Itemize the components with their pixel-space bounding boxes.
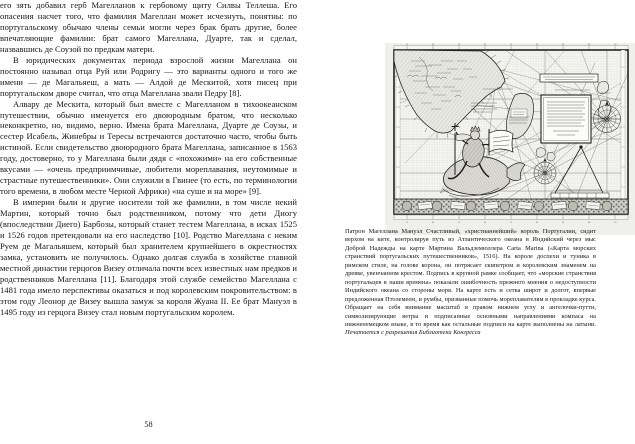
svg-text:40: 40 bbox=[432, 44, 434, 47]
svg-text:50: 50 bbox=[458, 44, 460, 47]
svg-text:110: 110 bbox=[613, 222, 617, 224]
svg-text:90: 90 bbox=[562, 44, 564, 47]
decorative-frieze bbox=[394, 199, 628, 214]
svg-text:80: 80 bbox=[536, 44, 538, 47]
putto-head-icon bbox=[534, 201, 544, 211]
svg-text:60: 60 bbox=[484, 222, 486, 224]
svg-text:100: 100 bbox=[587, 222, 591, 224]
page-number: 58 bbox=[144, 420, 153, 429]
body-paragraph: его зять добавил герб Магелланов к гербовому щиту Силвы Теллеша. Его опасения насчет того, что фамилия Магеллан может исчезнуть, понятны: по португальскому обычаю члены семьи могли через брак брать другие, более впечатляющие фамилии: брат самого Магеллана, Дуарте, так и сделал, назвавшись де Соузой по предкам матери. bbox=[0, 0, 297, 54]
svg-text:90: 90 bbox=[562, 222, 564, 224]
svg-text:40: 40 bbox=[432, 222, 434, 224]
caption-credit: Печатается с разрешения Библиотеки Конгресса bbox=[345, 329, 481, 337]
figure-column bbox=[345, 0, 617, 444]
body-paragraph: Алвару де Мескита, который был вместе с Магелланом в тихоокеанском путешествии, обычно именуется его двоюродным братом, что несколько неконкретно, но, видимо, верно. Имена брата Магеллана, Дуарте де Соузы, и сестер Исабель, Жинебры и Тересы встречаются достаточно часто, чтобы быть истиной. Если свидетельство двоюродного брата Магеллана, записанное в 1563 году, достоверно, то у Магеллана были дядя с «похожими» на его собственные вкусами — «очень предприимчивые, любители мореплавания, неутомимые и страстные путешественники». Они служили в Гвинее (то есть, по терминологии того времени, в любом месте Черной Африки) «на суше и на море» [9]. bbox=[0, 98, 297, 197]
svg-text:50: 50 bbox=[458, 222, 460, 224]
svg-text:60: 60 bbox=[484, 44, 486, 47]
putto-head-icon bbox=[432, 201, 442, 211]
putto-head-icon bbox=[402, 201, 412, 211]
map-legend-cartouche bbox=[541, 95, 591, 143]
svg-text:70: 70 bbox=[510, 222, 512, 224]
body-text-column bbox=[0, 0, 297, 410]
body-paragraph: В юридических документах периода взрослой жизни Магеллана он постоянно называл отца Руй или Родригу — это варианты одного и того же имени — де Магальяеш, а мать — Алдой де Мескитой, хотя писец при португальском дворе считал, что отца Магеллана звали Педру [8]. bbox=[0, 54, 297, 98]
svg-text:30: 30 bbox=[406, 222, 408, 224]
caption-main-text: Патрон Магеллана Мануэл Счастливый, «христианнейший» король Португалии, сидит верхом на ките, контролируя путь из Атлантического океана в Индийский через мыс Доброй Надежды на карте Мартина Вальдземюллера Carta Marina («Карта морских странствий португальских путешественников», 1516). На короле доспехи и туника в римском стиле, на голове корона, он потрясает скипетром и королевским знаменем на древке, увенчанном крестом. Подпись в крупной рамке сообщает, что «морские странствия португальцев в наши времена» показали ошибочность прежнего мнения о недоступности Индийского океана со стороны моря. На карте есть и сетка широт и долгот, впервые предложенная Птолемеем, и румбы, призванные помочь мореплавателям в прокладке курса. Обращает на себя внимание масштаб в правом нижнем углу и ангелочки-путти, символизирующие ветры и подписанные основными направлениями компаса на нижненемецком языке, в то время как остальные подписи на карте выполнены на латыни. bbox=[345, 228, 596, 328]
crown-icon bbox=[471, 126, 481, 131]
svg-text:100: 100 bbox=[587, 44, 591, 47]
body-paragraph: В империи были и другие носители той же фамилии, в том числе некий Мартин, который точно был родственником, потому что дети Диогу (впоследствии Диего) Барбозы, который станет тестем Магеллана, в исках 1525 и 1526 годов претендовали на его наследство [10]. Родство Магеллана с неким Руем де Магальяшем, который был хранителем крупнейшего в окрестностях замка, установить не получилось. Однако долгая служба в хозяйстве главной местной династии герцогов Визеу отличала почти всех известных нам предков и родственников Магеллана [11]. Благодаря этой службе семейство Магеллана с 1481 года имело перспективы оказаться и под королевским покровительством: в этом году Леонор де Визеу вышла замуж за короля Жуана II. Ее брат Мануэл в 1495 году из герцога Визеу стал новым португальским королем. bbox=[0, 197, 297, 317]
svg-text:110: 110 bbox=[613, 44, 617, 47]
svg-text:80: 80 bbox=[536, 222, 538, 224]
map-banner-cartouche bbox=[540, 74, 598, 82]
putto-head-icon bbox=[602, 201, 612, 211]
caption-text bbox=[345, 228, 596, 338]
svg-text:70: 70 bbox=[510, 44, 512, 47]
svg-text:30: 30 bbox=[406, 44, 408, 47]
putto-head-icon bbox=[500, 201, 510, 211]
putto-head-icon bbox=[568, 201, 578, 211]
putto-head-icon bbox=[466, 201, 476, 211]
carta-marina-illustration bbox=[385, 43, 635, 235]
map-figure bbox=[385, 43, 635, 235]
figure-caption bbox=[345, 228, 596, 338]
map-plate bbox=[385, 43, 635, 235]
